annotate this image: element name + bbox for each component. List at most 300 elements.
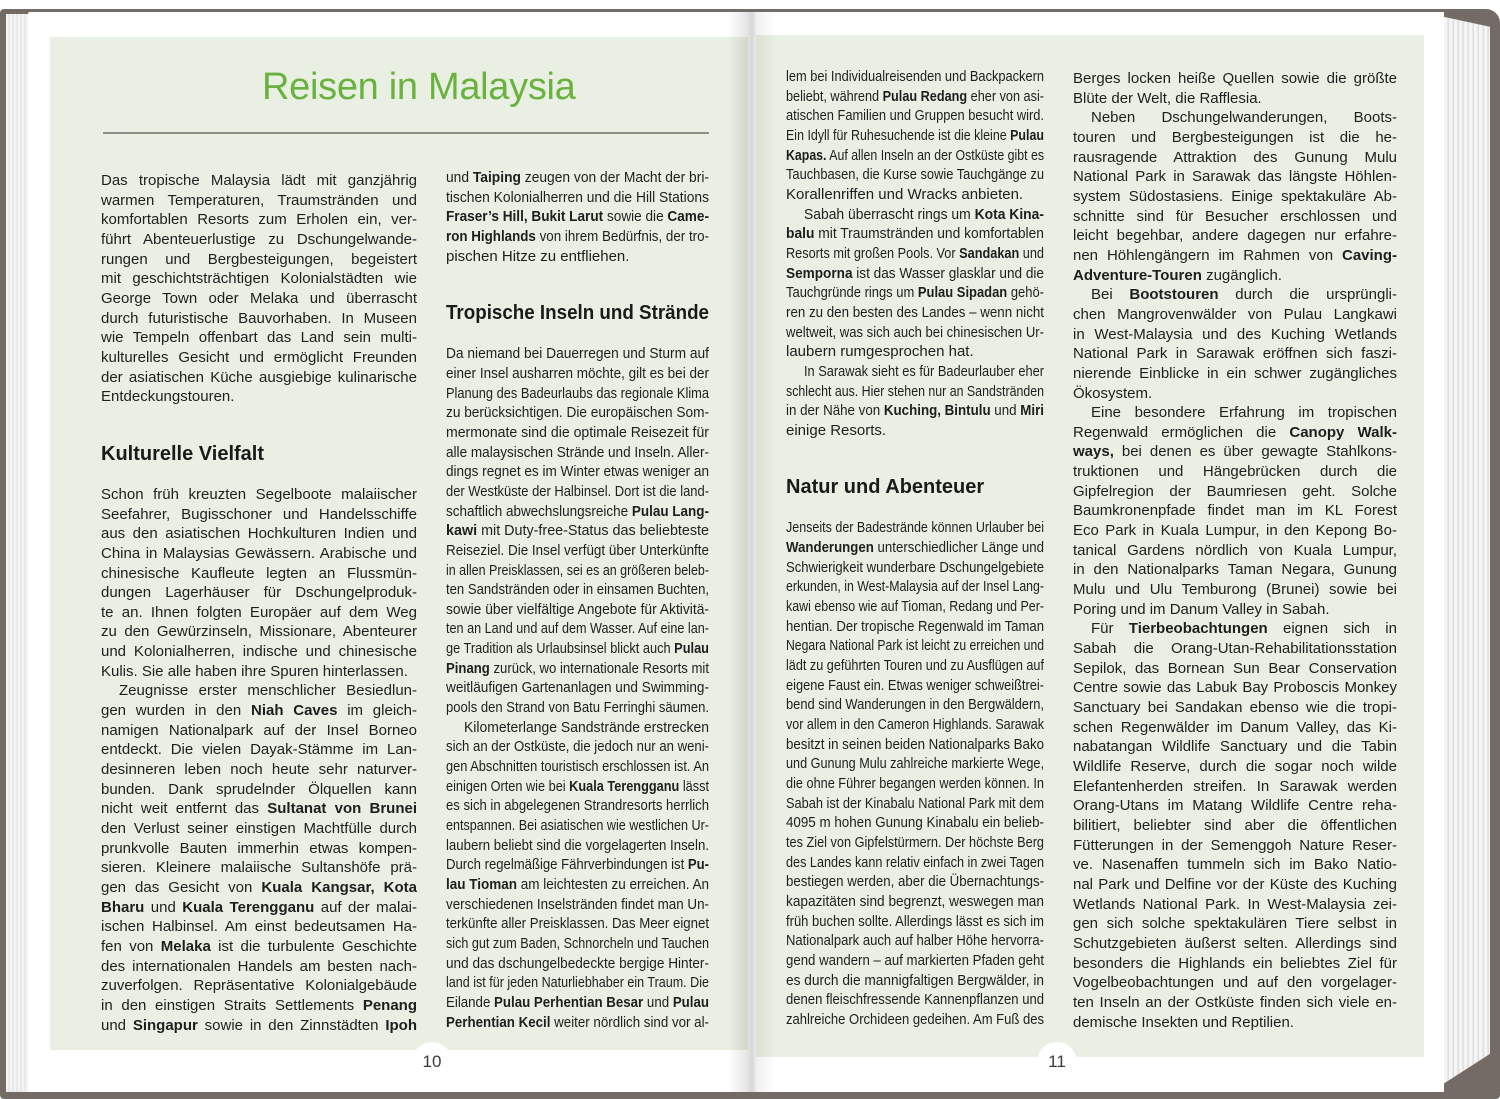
bold-term: Caving- bbox=[1341, 246, 1397, 264]
text-run: komfortablen Resorts zum Erholen ein, ver- bbox=[101, 211, 417, 229]
bold-term: Pulau Perhentian Besar bbox=[494, 993, 644, 1011]
text-run: chinesische Kaufleute legten an Flussmün- bbox=[101, 564, 417, 582]
text-run: land ist für jeden Naturliebhaber ein Traum. Die bbox=[446, 974, 709, 992]
text-run: beliebt, während bbox=[786, 87, 883, 105]
text-line bbox=[446, 737, 709, 757]
text-column bbox=[1073, 69, 1397, 1032]
text-run: ist das Wasser glasklar und die bbox=[852, 264, 1044, 282]
text-line bbox=[101, 309, 417, 329]
text-line bbox=[786, 597, 1044, 617]
text-line bbox=[1073, 678, 1397, 698]
text-line bbox=[786, 382, 1044, 402]
text-run: Vogelbeobachtungen und auf den vorgelager- bbox=[1073, 974, 1397, 992]
text-line bbox=[1073, 914, 1397, 934]
text-run: und bbox=[101, 1016, 133, 1034]
text-run: ren zu den besten des Landes – wenn nicht bbox=[786, 303, 1044, 321]
text-run: des Landes kann relativ einfach in zwei Tagen bbox=[786, 853, 1044, 871]
text-line bbox=[786, 401, 1044, 421]
bold-term: Kuching, Bintulu bbox=[883, 402, 991, 420]
text-run: National Park in Sarawak das längste Höhlen- bbox=[1073, 168, 1397, 186]
text-line bbox=[786, 185, 1044, 205]
text-run: Regenwald ermöglichen die bbox=[1073, 423, 1290, 441]
text-line bbox=[1073, 934, 1397, 954]
text-run: terkünfte aller Preisklassen. Das Meer eignet bbox=[446, 915, 709, 933]
text-run: nal Park und Delfine vor der Küste des Kuching bbox=[1073, 875, 1397, 893]
bold-term: Came- bbox=[667, 208, 709, 226]
paragraph bbox=[786, 205, 1044, 362]
text-run: entspannen. Bei asiatischen wie westlichen Ur- bbox=[446, 817, 709, 835]
text-run: truktionen und Hängebrücken durch die bbox=[1073, 463, 1397, 481]
text-line bbox=[446, 718, 709, 738]
text-run: durch die ursprüngli- bbox=[1218, 286, 1397, 304]
text-run: Reiseziel. Die Insel verfügt über Unterkünfte bbox=[446, 541, 709, 559]
bold-term: Sultanat von Brunei bbox=[267, 800, 417, 818]
text-run: von ihrem Bedürfnis, der tro- bbox=[535, 227, 709, 245]
text-run: bend sind Wanderungen in den Bergwäldern, bbox=[786, 696, 1044, 714]
text-line bbox=[446, 639, 709, 659]
text-line bbox=[101, 760, 417, 780]
text-line bbox=[101, 1016, 417, 1036]
paragraph bbox=[446, 718, 709, 1033]
text-run: Mulu und Ulu Temburong (Brunei) sowie bei bbox=[1073, 581, 1397, 599]
text-run: Das tropische Malaysia lädt mit ganzjährig bbox=[101, 172, 417, 189]
bold-term: Taiping bbox=[472, 169, 521, 186]
text-run: Eilande bbox=[446, 993, 495, 1011]
text-line bbox=[786, 990, 1044, 1010]
text-run: Neben Dschungelwanderungen, Boots- bbox=[1091, 109, 1397, 127]
text-run: einige Resorts. bbox=[786, 421, 887, 439]
text-run: In Sarawak sieht es für Badeurlauber eher bbox=[804, 362, 1044, 380]
text-run: Orang-Utans im Matang Wildlife Centre reha- bbox=[1073, 797, 1397, 815]
text-run: am leichtesten zu erreichen. An bbox=[516, 876, 709, 893]
text-line bbox=[786, 971, 1044, 991]
text-column bbox=[101, 171, 417, 1035]
text-run: schen Regenwälder im Danum Valley, das Ki- bbox=[1073, 718, 1397, 736]
bold-term: Kuala Kangsar, Kota bbox=[261, 879, 417, 896]
bold-term: Kapas. bbox=[786, 146, 827, 164]
text-run: 4095 m hohen Gunung Kinabalu ein belieb- bbox=[786, 814, 1044, 832]
bold-term: Pulau Redang bbox=[882, 87, 968, 105]
text-line bbox=[1073, 718, 1397, 738]
section-heading: Tropische Inseln und Strände bbox=[446, 302, 709, 325]
text-line bbox=[446, 344, 709, 364]
bold-term: Pu- bbox=[687, 856, 709, 874]
text-line bbox=[786, 617, 1044, 637]
text-run: bunden. Dank sprudelnder Ölquellen kann bbox=[101, 780, 417, 798]
text-line bbox=[786, 813, 1044, 833]
text-run: nicht weit entfernt das bbox=[101, 800, 268, 818]
text-run: zeugen von der Macht der bri- bbox=[520, 169, 709, 186]
text-line bbox=[446, 934, 709, 954]
text-run: eher von asi- bbox=[967, 87, 1044, 105]
text-run: sowie über vielfältige Angebote für Aktivitä- bbox=[446, 600, 709, 618]
text-line bbox=[1073, 954, 1397, 974]
text-line bbox=[786, 676, 1044, 696]
text-run: in den einstigen Straits Settlements bbox=[101, 996, 363, 1014]
text-run: laubern beliebt sind die vorgelagerten Inseln. bbox=[446, 836, 709, 854]
text-run: sowie in den Zinnstädten bbox=[197, 1016, 386, 1034]
text-line bbox=[1073, 266, 1397, 286]
text-run: verschiedenen Inselstränden findet man Un- bbox=[446, 895, 709, 913]
text-run: wie Tempeln offenbart das Land sein multi- bbox=[101, 329, 417, 347]
text-run: gen sich solche spektakulären Tiere selbst in bbox=[1073, 915, 1397, 933]
bold-term: Wanderungen bbox=[786, 539, 874, 557]
bold-term: Semporna bbox=[786, 264, 853, 282]
text-run: Da niemand bei Dauerregen und Sturm auf bbox=[446, 345, 709, 363]
text-run: Sepilok, das Bornean Sun Bear Conservation bbox=[1073, 659, 1397, 677]
text-run: und bbox=[643, 993, 673, 1011]
text-line bbox=[1073, 501, 1397, 521]
bold-term: Pulau bbox=[1010, 126, 1044, 144]
text-line bbox=[1073, 973, 1397, 993]
bold-term: Adventure-Touren bbox=[1073, 266, 1202, 284]
text-line bbox=[786, 283, 1044, 303]
text-run: in West-Malaysia und des Kuching Wetlands bbox=[1073, 325, 1397, 343]
text-line bbox=[101, 622, 417, 642]
text-run: in allen Preisklassen, sei es an größeren beleb- bbox=[446, 561, 709, 579]
text-line bbox=[786, 577, 1044, 597]
text-run: ist die turbulente Geschichte bbox=[210, 937, 417, 955]
text-line bbox=[1073, 384, 1397, 404]
text-run: Schwierigkeit wunderbare Dschungelgebiete bbox=[786, 558, 1044, 576]
text-line bbox=[446, 168, 709, 188]
text-run: ge Tradition als Urlaubsinsel blickt auch bbox=[446, 640, 675, 658]
bold-term: Tierbeobachtungen bbox=[1128, 620, 1268, 638]
text-run: und das dschungelbedeckte bergige Hinter- bbox=[446, 954, 709, 972]
paragraph bbox=[1073, 403, 1397, 619]
text-run: namigen Nationalpark auf der Insel Borneo bbox=[101, 721, 417, 739]
text-run: ve. Nasenaffen tummeln sich im Bako Natio- bbox=[1073, 856, 1397, 874]
text-line bbox=[1073, 89, 1397, 109]
text-run: gen Abschnitten touristisch erschlossen ist. An bbox=[446, 758, 709, 776]
text-line bbox=[1073, 639, 1397, 659]
text-run: Sanctuary bei Sandakan ebenso wie die tropi- bbox=[1073, 699, 1397, 716]
text-run: desinneren leben noch heute sehr naturver- bbox=[101, 761, 417, 779]
text-line bbox=[1073, 1013, 1397, 1033]
text-run: zugänglich. bbox=[1201, 266, 1282, 284]
bold-term: kawi bbox=[446, 522, 478, 540]
text-line bbox=[101, 642, 417, 662]
text-line bbox=[786, 323, 1044, 343]
text-run: im gleich- bbox=[337, 702, 417, 720]
text-line bbox=[446, 973, 709, 993]
text-run: und Gunung Mulu zahlreiche markierte Wege, bbox=[786, 755, 1044, 773]
text-line bbox=[1073, 482, 1397, 502]
text-line bbox=[786, 362, 1044, 382]
text-run: hentian. Der tropische Regenwald im Taman bbox=[786, 617, 1044, 635]
text-line bbox=[1073, 619, 1397, 639]
text-run: warmen Temperaturen, Traumstränden und bbox=[101, 191, 417, 209]
text-run: ten an Land und auf dem Wasser. Auf eine lan- bbox=[446, 620, 709, 638]
text-line bbox=[446, 816, 709, 836]
text-run: eignen sich in bbox=[1267, 620, 1397, 638]
text-line bbox=[101, 348, 417, 368]
text-run: bei denen es über gewagte Stahlkons- bbox=[1113, 443, 1397, 461]
text-run: Tauchbasen, die Kurse sowie Tauchgänge zu bbox=[786, 166, 1044, 184]
text-run: George Town oder Melaka und überrascht bbox=[101, 289, 417, 307]
text-line bbox=[101, 701, 417, 721]
text-run: dings regnet es im Winter etwas weniger an bbox=[446, 463, 709, 481]
text-run: und bbox=[144, 898, 183, 916]
text-line bbox=[446, 502, 709, 522]
text-line bbox=[1073, 895, 1397, 915]
text-run: Ein Idyll für Ruhesuchende ist die kleine bbox=[786, 126, 1011, 144]
text-run: kapazitäten sind begrenzt, weswegen man bbox=[786, 892, 1044, 910]
text-run: in den Nationalparks Taman Negara, Gunung bbox=[1073, 561, 1397, 579]
text-run: besonders die Highlands ein beliebtes Ziel für bbox=[1073, 954, 1397, 972]
text-line bbox=[446, 954, 709, 974]
text-line bbox=[101, 819, 417, 839]
bold-term: Miri bbox=[1020, 402, 1044, 420]
text-line bbox=[446, 875, 709, 895]
text-line bbox=[786, 165, 1044, 185]
text-run: gen wurden in den bbox=[101, 702, 251, 720]
bold-term: Kota Kina- bbox=[974, 205, 1044, 223]
text-run: Eco Park in Kuala Lumpur, in den Kepong Bo- bbox=[1073, 522, 1397, 540]
text-run: es durch die mannigfaltigen Bergwälder, in bbox=[786, 971, 1044, 989]
text-line bbox=[1073, 325, 1397, 345]
text-line bbox=[446, 482, 709, 502]
text-line bbox=[101, 289, 417, 309]
text-line bbox=[786, 931, 1044, 951]
text-run: Kilometerlange Sandstrände erstrecken bbox=[464, 718, 709, 736]
text-run: weitläufigen Gartenanlagen und Swimming- bbox=[446, 679, 709, 697]
text-run: mit Duty-free-Status das beliebteste bbox=[477, 522, 709, 540]
bold-term: Singapur bbox=[132, 1016, 198, 1034]
text-line bbox=[1073, 403, 1397, 423]
text-line bbox=[101, 564, 417, 584]
text-line bbox=[101, 583, 417, 603]
text-run: Negara National Park ist leicht zu erreichen und bbox=[786, 637, 1044, 655]
text-run: und bbox=[990, 402, 1021, 420]
text-line bbox=[101, 269, 417, 289]
text-line bbox=[1073, 69, 1397, 89]
text-run: Elefantenherden streifen. In Sarawak werden bbox=[1073, 777, 1397, 795]
text-run: kawi ebenso wie auf Tioman, Redang und Per- bbox=[786, 598, 1044, 616]
text-run: Für bbox=[1091, 620, 1129, 638]
text-run: einigen Orten wie bei bbox=[446, 777, 570, 795]
text-line bbox=[101, 328, 417, 348]
text-line bbox=[446, 1013, 709, 1033]
text-line bbox=[1073, 521, 1397, 541]
text-run: zu den Gewürzinseln, Missionare, Abenteurer bbox=[101, 623, 417, 641]
text-line bbox=[446, 836, 709, 856]
text-line bbox=[101, 858, 417, 878]
text-run: rungen und Bergbesteigungen, begeistert bbox=[101, 250, 417, 268]
text-line bbox=[101, 996, 417, 1016]
text-line bbox=[786, 794, 1044, 814]
text-line bbox=[101, 917, 417, 937]
text-line bbox=[446, 698, 709, 718]
text-run: eigene Faust ein. Etwas weniger schweißtrei- bbox=[786, 676, 1044, 694]
text-run: weiter nördlich sind vor al- bbox=[550, 1013, 709, 1031]
text-line bbox=[1073, 541, 1397, 561]
text-run: Fütterungen in der Semenggoh Nature Reser- bbox=[1073, 836, 1397, 854]
text-line bbox=[786, 853, 1044, 873]
text-line bbox=[1073, 246, 1397, 266]
text-run: Wildlife Reserve, durch die sogar noch wilde bbox=[1073, 757, 1397, 775]
paragraph bbox=[1073, 69, 1397, 108]
text-run: rausragende Attraktion des Gunung Mulu bbox=[1073, 148, 1397, 166]
text-run: demische Insekten und Reptilien. bbox=[1073, 1013, 1294, 1031]
text-line bbox=[786, 205, 1044, 225]
text-line bbox=[786, 421, 1044, 441]
text-line bbox=[1073, 580, 1397, 600]
text-line bbox=[446, 777, 709, 797]
text-line bbox=[446, 855, 709, 875]
text-line bbox=[1073, 836, 1397, 856]
text-line bbox=[1073, 344, 1397, 364]
text-run: schaftlich abwechslungsreiche bbox=[446, 502, 632, 520]
page-number-left: 10 bbox=[412, 1042, 452, 1082]
paragraph bbox=[101, 681, 417, 1035]
text-line bbox=[786, 342, 1044, 362]
text-line bbox=[101, 898, 417, 918]
text-run: Korallenriffen und Wracks anbieten. bbox=[786, 185, 1024, 203]
text-line bbox=[101, 368, 417, 388]
paragraph bbox=[446, 168, 709, 266]
text-column bbox=[446, 168, 709, 1032]
text-line bbox=[446, 364, 709, 384]
text-line bbox=[1073, 777, 1397, 797]
text-line bbox=[446, 423, 709, 443]
text-line bbox=[101, 191, 417, 211]
text-run: Poring und im Danum Valley in Sabah. bbox=[1073, 600, 1330, 618]
text-run: tanical Gardens nördlich von Kuala Lumpur, bbox=[1073, 541, 1397, 559]
text-line bbox=[446, 914, 709, 934]
text-run: bestiegen werden, aber die Übernachtungs- bbox=[786, 873, 1044, 891]
text-run: Berges locken heiße Quellen sowie die größte bbox=[1073, 70, 1397, 87]
bold-term: Bootstouren bbox=[1129, 286, 1219, 304]
bold-term: Pulau bbox=[672, 993, 709, 1011]
text-run: atischen Familien und Gruppen besucht wird. bbox=[786, 107, 1044, 125]
text-run: der asiatischen Küche ausgiebige kulinarische bbox=[101, 368, 417, 386]
text-line bbox=[101, 230, 417, 250]
text-line bbox=[786, 715, 1044, 735]
text-line bbox=[1073, 207, 1397, 227]
text-run: ischen Halbinsel. Am einst bedeutsamen Ha- bbox=[101, 918, 417, 936]
text-run: und bbox=[446, 169, 473, 186]
paragraph bbox=[1073, 619, 1397, 1032]
text-line bbox=[1073, 442, 1397, 462]
text-run: schnitte sind für Besucher erschlossen und bbox=[1073, 207, 1397, 225]
text-run: Sabah überrascht rings um bbox=[804, 205, 975, 223]
text-line bbox=[1073, 128, 1397, 148]
text-run: Resorts mit großen Pools. Vor bbox=[786, 244, 960, 262]
text-line bbox=[446, 757, 709, 777]
text-run: entdeckt. Die vielen Dayak-Stämme im Lan- bbox=[101, 741, 417, 759]
text-run: mit Traumstränden und komfortablen bbox=[814, 225, 1044, 243]
paragraph bbox=[1073, 285, 1397, 403]
text-run: Jenseits der Badestrände können Urlauber bei bbox=[786, 519, 1044, 537]
text-line bbox=[446, 600, 709, 620]
text-run: führt Abenteuerlustige zu Dschungelwande- bbox=[101, 230, 417, 248]
bold-term: Pulau bbox=[674, 640, 709, 658]
text-run: Schon früh kreuzten Segelboote malaiischer bbox=[101, 485, 417, 503]
text-run: nabatangan Wildlife Sanctuary und die Tabin bbox=[1073, 738, 1397, 756]
text-line bbox=[1073, 560, 1397, 580]
text-line bbox=[786, 224, 1044, 244]
text-run: Nationalpark auch auf halber Höhe hervorra- bbox=[786, 932, 1044, 950]
text-line bbox=[446, 443, 709, 463]
bold-term: Kuala Terengganu bbox=[182, 898, 315, 916]
text-line bbox=[101, 937, 417, 957]
text-run: zu berücksichtigen. Die europäischen Som- bbox=[446, 404, 709, 422]
text-line bbox=[446, 384, 709, 404]
text-line bbox=[446, 541, 709, 561]
text-line bbox=[786, 735, 1044, 755]
paragraph bbox=[786, 362, 1044, 441]
text-line bbox=[101, 485, 417, 505]
text-line bbox=[1073, 285, 1397, 305]
bold-term: Pinang bbox=[446, 659, 490, 677]
text-line bbox=[1073, 855, 1397, 875]
section-heading: Kulturelle Vielfalt bbox=[101, 442, 265, 465]
text-run: des internationalen Handels am besten nach- bbox=[101, 957, 417, 975]
text-line bbox=[101, 878, 417, 898]
text-line bbox=[101, 603, 417, 623]
text-run: China in Malaysias Gewässern. Arabische und bbox=[101, 544, 417, 562]
bold-term: Perhentian Kecil bbox=[446, 1013, 551, 1031]
bold-term: Bharu bbox=[101, 898, 145, 916]
bold-term: Sandakan bbox=[959, 244, 1020, 262]
text-run: in der Nähe von bbox=[786, 402, 884, 420]
bold-term: Pulau Sipadan bbox=[917, 284, 1008, 302]
text-run: auf der malai- bbox=[314, 898, 417, 916]
paragraph bbox=[786, 67, 1044, 205]
text-run: sich an der Ostküste, die jedoch nur an weni- bbox=[446, 738, 709, 756]
text-run: Baumkronenpfade findet man im KL Forest bbox=[1073, 502, 1397, 520]
text-line bbox=[786, 126, 1044, 146]
text-run: denen fleischfressende Kannenpflanzen und bbox=[786, 991, 1044, 1009]
text-line bbox=[1073, 108, 1397, 128]
text-line bbox=[101, 721, 417, 741]
text-run: den Verlust seiner einstigen Machtfülle durch bbox=[101, 820, 417, 838]
text-line bbox=[786, 656, 1044, 676]
text-run: prunkvolle Bauten immerhin etwas kompen- bbox=[101, 839, 417, 857]
text-run: Bei bbox=[1091, 286, 1130, 304]
bold-term: ron Highlands bbox=[446, 227, 536, 245]
text-line bbox=[786, 538, 1044, 558]
text-run: Eine besondere Erfahrung im tropischen bbox=[1091, 404, 1397, 422]
text-line bbox=[1073, 737, 1397, 757]
chapter-title: Reisen in Malaysia bbox=[262, 66, 576, 108]
text-run: gend wandern – auf markierten Pfaden geht bbox=[786, 951, 1044, 969]
text-run: ten Sandstränden oder in einsamen Buchten, bbox=[446, 581, 709, 599]
text-run: lädt zu geführten Touren und zu Ausflügen auf bbox=[786, 657, 1044, 675]
text-run: lem bei Individualreisenden und Backpackern bbox=[786, 68, 1044, 85]
text-run: die ohne Führer begangen werden können. In bbox=[786, 775, 1044, 792]
text-line bbox=[1073, 993, 1397, 1013]
text-line bbox=[786, 146, 1044, 166]
text-run: Sabah die Orang-Utan-Rehabilitationsstation bbox=[1073, 640, 1397, 658]
text-column bbox=[786, 67, 1044, 1030]
text-line bbox=[101, 505, 417, 525]
text-run: pischen Hitze zu entfliehen. bbox=[446, 247, 630, 265]
text-run: touren und Bergbesteigungen ist die he- bbox=[1073, 128, 1397, 146]
bold-term: Niah Caves bbox=[250, 702, 338, 720]
text-line bbox=[1073, 226, 1397, 246]
text-line bbox=[786, 951, 1044, 971]
text-line bbox=[101, 524, 417, 544]
text-run: und bbox=[1019, 244, 1044, 262]
text-line bbox=[786, 264, 1044, 284]
text-line bbox=[1073, 423, 1397, 443]
text-line bbox=[786, 106, 1044, 126]
text-run: Seefahrer, Bugisschoner und Handelsschiffe bbox=[101, 505, 417, 523]
text-line bbox=[786, 695, 1044, 715]
text-line bbox=[1073, 364, 1397, 384]
